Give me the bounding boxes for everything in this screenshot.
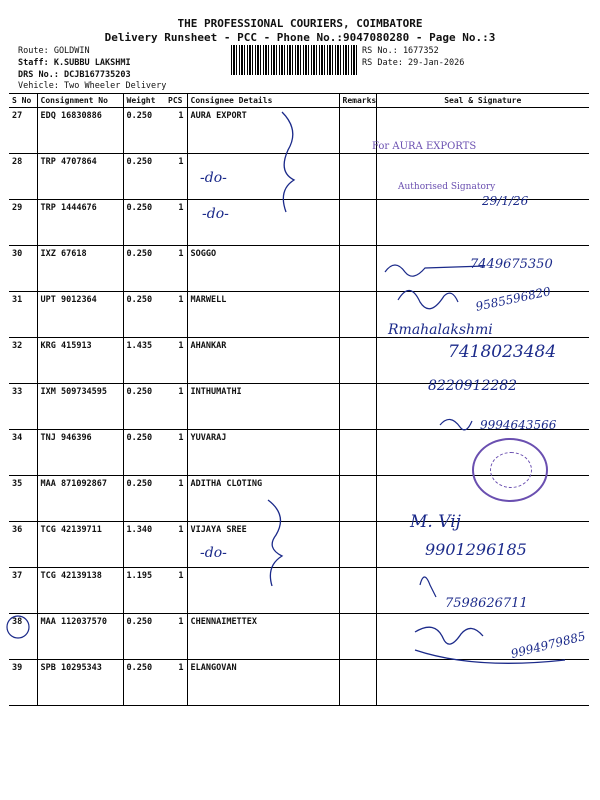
cell-remarks [339,384,376,430]
cell-weight: 0.250 [123,154,165,200]
col-weight: Weight [123,94,165,108]
cell-consignee: ADITHA CLOTING [187,476,339,522]
cell-consignment: TRP 4707864 [37,154,123,200]
company-stamp-text: For AURA EXPORTS [372,141,477,152]
cell-consignee: MARWELL [187,292,339,338]
phone-number: 7449675350 [470,257,553,272]
cell-pcs: 1 [165,522,187,568]
cell-consignee: INTHUMATHI [187,384,339,430]
cell-remarks [339,154,376,200]
cell-weight: 0.250 [123,660,165,706]
col-remarks: Remarks [339,94,376,108]
cell-sno: 37 [9,568,37,614]
cell-remarks [339,246,376,292]
cell-remarks [339,522,376,568]
cell-consignee: AHANKAR [187,338,339,384]
cell-consignee: ELANGOVAN [187,660,339,706]
cell-pcs: 1 [165,108,187,154]
cell-pcs: 1 [165,430,187,476]
rs-number: RS No.: 1677352 [362,46,439,56]
table-row [9,614,589,660]
cell-sno: 38 [9,614,37,660]
seal-stamp [472,438,548,502]
cell-consignment: IXM 509734595 [37,384,123,430]
runsheet-table [9,93,589,706]
receiver-name: M. Vij [410,512,461,532]
phone-number: 9994979885 [509,628,587,662]
cell-consignment: UPT 9012364 [37,292,123,338]
cell-remarks [339,200,376,246]
phone-number: 9994643566 [480,418,557,432]
cell-consignment: MAA 112037570 [37,614,123,660]
cell-pcs: 1 [165,660,187,706]
cell-pcs: 1 [165,154,187,200]
ditto-mark: -do- [200,545,227,561]
cell-sno: 32 [9,338,37,384]
cell-sno: 36 [9,522,37,568]
table-row [9,108,589,154]
cell-weight: 1.340 [123,522,165,568]
cell-pcs: 1 [165,476,187,522]
cell-consignee: YUVARAJ [187,430,339,476]
phone-number: 7598626711 [445,596,528,611]
cell-consignee: SOGGO [187,246,339,292]
cell-pcs: 1 [165,292,187,338]
runsheet-subtitle: Delivery Runsheet - PCC - Phone No.:9047080280 - Page No.:3 [104,31,496,44]
cell-weight: 0.250 [123,246,165,292]
cell-remarks [339,430,376,476]
phone-number: 9901296185 [425,540,527,559]
cell-remarks [339,476,376,522]
table-row [9,154,589,200]
col-consignee: Consignee Details [187,94,339,108]
cell-remarks [339,660,376,706]
cell-consignment: KRG 415913 [37,338,123,384]
col-sno: S No [9,94,37,108]
cell-signature [376,154,589,200]
cell-signature [376,660,589,706]
cell-consignment: TNJ 946396 [37,430,123,476]
barcode [231,45,357,75]
table-row [9,660,589,706]
cell-weight: 0.250 [123,476,165,522]
staff-label: Staff: K.SUBBU LAKSHMI [18,58,131,68]
phone-number: 9585596820 [474,284,552,314]
cell-consignment: SPB 10295343 [37,660,123,706]
cell-weight: 0.250 [123,108,165,154]
cell-pcs: 1 [165,200,187,246]
cell-consignment: EDQ 16830886 [37,108,123,154]
cell-weight: 0.250 [123,384,165,430]
cell-pcs: 1 [165,614,187,660]
cell-consignee: AURA EXPORT [187,108,339,154]
cell-remarks [339,108,376,154]
col-pcs: PCS [165,94,187,108]
cell-sno: 28 [9,154,37,200]
drs-label: DRS No.: DCJB167735203 [18,70,131,80]
rs-date: RS Date: 29-Jan-2026 [362,58,465,68]
cell-sno: 34 [9,430,37,476]
cell-consignment: TRP 1444676 [37,200,123,246]
authorised-stamp-text: Authorised Signatory [398,182,496,192]
company-title: THE PROFESSIONAL COURIERS, COIMBATORE [177,17,423,30]
signature-date: 29/1/26 [482,194,529,208]
cell-sno: 29 [9,200,37,246]
cell-weight: 1.435 [123,338,165,384]
cell-remarks [339,568,376,614]
cell-weight: 0.250 [123,200,165,246]
cell-consignment: MAA 871092867 [37,476,123,522]
cell-consignee: CHENNAIMETTEX [187,614,339,660]
cell-sno: 30 [9,246,37,292]
cell-consignment: IXZ 67618 [37,246,123,292]
phone-number: 7418023484 [448,342,557,362]
cell-pcs: 1 [165,246,187,292]
cell-consignment: TCG 42139138 [37,568,123,614]
cell-sno: 33 [9,384,37,430]
cell-weight: 0.250 [123,430,165,476]
cell-remarks [339,338,376,384]
ditto-mark: -do- [200,170,227,186]
col-seal: Seal & Signature [376,94,589,108]
cell-pcs: 1 [165,338,187,384]
cell-remarks [339,292,376,338]
col-consignment: Consignment No [37,94,123,108]
cell-pcs: 1 [165,384,187,430]
cell-remarks [339,614,376,660]
route-label: Route: GOLDWIN [18,46,90,56]
phone-number: 8220912282 [428,378,518,394]
cell-pcs: 1 [165,568,187,614]
seal-inner-ring [490,452,532,488]
cell-weight: 1.195 [123,568,165,614]
cell-consignment: TCG 42139711 [37,522,123,568]
table-header-row [9,94,589,108]
cell-consignee: VIJAYA SREE [187,522,339,568]
cell-weight: 0.250 [123,614,165,660]
cell-weight: 0.250 [123,292,165,338]
cell-sno: 31 [9,292,37,338]
cell-sno: 27 [9,108,37,154]
cell-sno: 35 [9,476,37,522]
vehicle-label: Vehicle: Two Wheeler Delivery [18,81,167,91]
ditto-mark: -do- [202,206,229,222]
cell-sno: 39 [9,660,37,706]
receiver-name: Rmahalakshmi [388,322,493,338]
cell-consignee [187,568,339,614]
